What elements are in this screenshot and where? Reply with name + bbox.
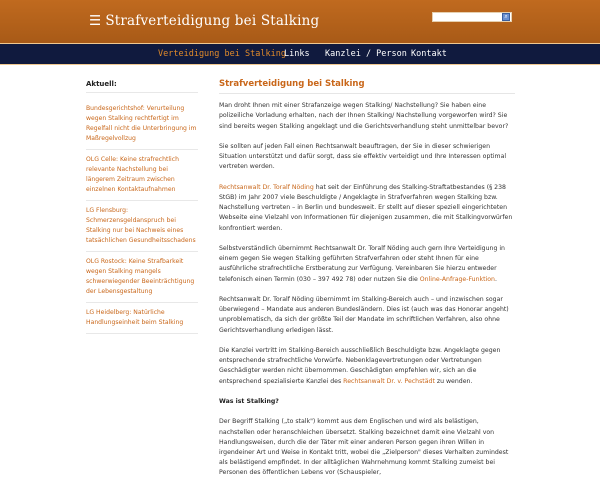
nav-item-kanzlei[interactable]: Kanzlei / Person <box>325 49 407 59</box>
advice-paragraph: Sie sollten auf jeden Fall einen Rechtsanwalt beauftragen, der Sie in dieser schwierigen Situation unterstützt und dafür sorgt, dass sie effektiv verteidigt und Ihre Interessen optimal vertreten werden. <box>219 143 507 171</box>
search-input[interactable] <box>432 12 512 22</box>
defense-only-end: zu wenden. <box>434 377 473 385</box>
lawyer-link[interactable]: Rechtsanwalt Dr. Toralf Nöding <box>219 183 314 191</box>
defense-only-text: Die Kanzlei vertritt im Stalking-Bereich ausschließlich Beschuldigte bzw. Angeklagte gegen entsprechende strafrechtliche Vorwürfe. Nebenklagevertretungen oder Vertretungen Geschädigter werden nicht übernommen. Geschädigten empfehlen wir, sich an die entsprechend spezialisierte Kanzlei des <box>219 347 501 385</box>
menu-icon[interactable]: ☰ <box>89 13 102 29</box>
sidebar-news-link[interactable]: LG Flensburg: Schmerzensgeldanspruch bei Stalking nur bei Nachweis eines tatsächlichen Gesundheitsschadens <box>86 206 198 252</box>
online-request-link[interactable]: Online-Anfrage-Funktion <box>419 275 495 283</box>
pechstaedt-link[interactable]: Rechtsanwalt Dr. v. Pechstädt <box>343 377 435 385</box>
main-navigation <box>0 43 600 65</box>
mandate-paragraph: Rechtsanwalt Dr. Toralf Nöding übernimmt im Stalking-Bereich auch – und inzwischen sogar überwiegend – Mandate aus anderen Bundesländern. Dies ist (auch was das Honorar angeht) unproblematisch, da sich der größte Teil der Mandate im schriftlichen Verfahren, also ohne Gerichtsverhandlung erledigen lässt. <box>219 296 509 334</box>
sidebar-news-link[interactable]: Bundesgerichtshof: Verurteilung wegen Stalking rechtfertigt im Regelfall nicht die Unterbringung im Maßregelvollzug <box>86 104 198 150</box>
sidebar-title: Aktuell: <box>86 80 198 93</box>
sidebar-news-link[interactable]: OLG Rostock: Keine Strafbarkeit wegen Stalking mangels schwerwiegender Beeinträchtigung der Lebensgestaltung <box>86 257 198 303</box>
nav-item-links[interactable]: Links <box>284 49 310 59</box>
contact-paragraph <box>219 244 515 285</box>
nav-item-verteidigung[interactable]: Verteidigung bei Stalking <box>158 49 286 59</box>
sidebar-news-link[interactable]: LG Heidelberg: Natürliche Handlungseinheit beim Stalking <box>86 308 198 334</box>
site-title[interactable] <box>89 13 319 29</box>
lawyer-paragraph <box>219 183 515 234</box>
site-title-text[interactable]: Strafverteidigung bei Stalking <box>105 13 320 29</box>
intro-paragraph: Man droht Ihnen mit einer Strafanzeige wegen Stalking/ Nachstellung? Sie haben eine polizeiliche Vorladung erhalten, nach der Ihnen Stalking/ Nachstellung vorgeworfen wird? Sie sind bereits wegen Stalking angeklagt und die Gerichtsverhandlung steht unmittelbar bevor? <box>219 102 509 130</box>
contact-paragraph-end: . <box>494 275 497 283</box>
sidebar <box>86 80 198 339</box>
site-header <box>0 0 600 43</box>
sidebar-news-link[interactable]: OLG Celle: Keine strafrechtlich relevante Nachstellung bei längerem Zeitraum zwischen einzelnen Kontaktaufnahmen <box>86 155 198 201</box>
lawyer-paragraph-text: hat seit der Einführung des Stalking-Straftatbestandes (§ 238 StGB) im Jahr 2007 viele Beschuldigte / Angeklagte in Strafverfahren wegen Stalking bzw. Nachstellung vertreten – in Berlin und bundesweit. Er stellt auf dieser speziell eingerichteten Webseite eine Vielzahl von Informationen für diejenigen zusammen, die mit Stalkingvorwürfen konfrontiert werden. <box>219 183 513 232</box>
contact-paragraph-text: Selbstverständlich übernimmt Rechtsanwalt Dr. Toralf Nöding auch gern Ihre Verteidigung in einem gegen Sie wegen Stalking geführten Strafverfahren oder steht Ihnen für eine ausführliche strafrechtliche Erstberatung zur Verfügung. Vereinbaren Sie hierzu entweder telefonisch einen Termin (030 – 397 492 78) oder nutzen Sie die <box>219 245 505 283</box>
main-content <box>219 79 515 489</box>
section-heading: Was ist Stalking? <box>219 398 279 405</box>
defense-only-paragraph <box>219 346 515 387</box>
page-title: Strafverteidigung bei Stalking <box>219 79 515 94</box>
definition-paragraph: Der Begriff Stalking („to stalk") kommt aus dem Englischen und wird als belästigen, nachstellen oder heranschleichen übersetzt. Stalking bezeichnet damit eine Vielzahl von Handlungsweisen, durch die der Täter mit einer anderen Person gegen ihren Willen in irgendeiner Art und Weise in Kontakt tritt, wobei die „Zielperson" dieses Verhalten zumindest als belästigend empfindet. In der alltäglichen Wahrnehmung kommt Stalking zumeist bei Personen des öffentlichen Lebens vor (Schauspieler, <box>219 418 509 477</box>
nav-item-kontakt[interactable]: Kontakt <box>411 49 447 59</box>
search-icon[interactable]: ⌕ <box>502 13 510 21</box>
